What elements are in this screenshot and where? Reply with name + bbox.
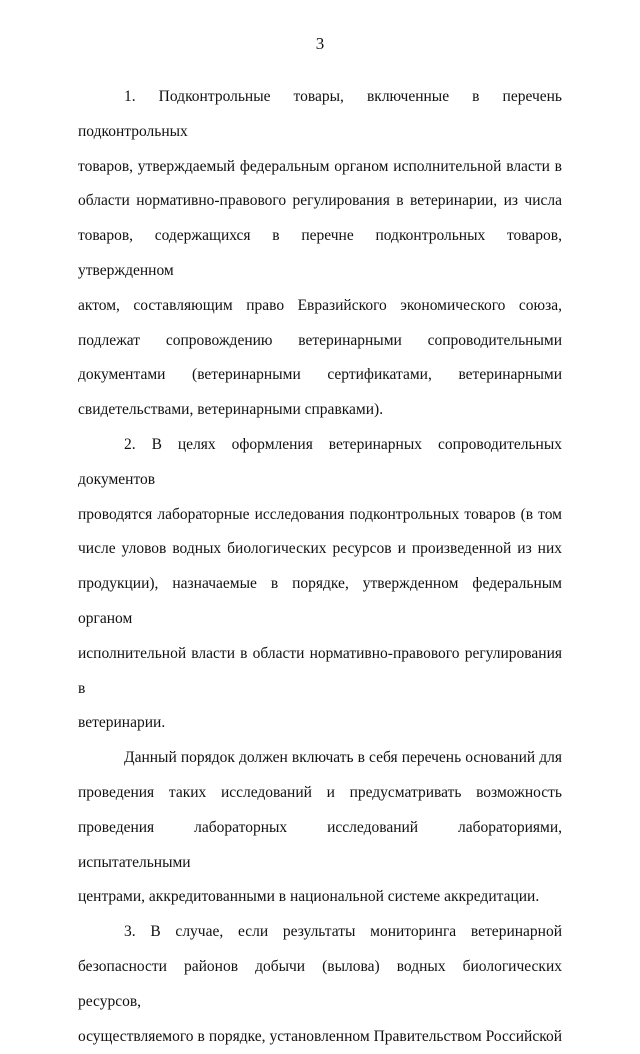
page-number: 3 <box>315 34 325 53</box>
text-line: безопасности районов добычи (вылова) водных биологических ресурсов, <box>78 957 562 1010</box>
paragraph-3 <box>78 741 562 915</box>
text-line: подлежат сопровождению ветеринарными сопроводительными <box>78 331 562 349</box>
text-line: 2. В целях оформления ветеринарных сопроводительных документов <box>78 435 562 488</box>
paragraph-1 <box>78 80 562 428</box>
text-line: центрами, аккредитованными в национальной системе аккредитации. <box>78 888 540 906</box>
text-line: 1. Подконтрольные товары, включенные в перечень подконтрольных <box>78 88 562 140</box>
text-line: Данный порядок должен включать в себя перечень оснований для <box>124 749 562 767</box>
paragraph-4 <box>78 915 562 1054</box>
text-line: осуществляемого в порядке, установленном Правительством Российской <box>78 1027 562 1045</box>
text-line: ветеринарии. <box>78 714 166 732</box>
text-line: числе уловов водных биологических ресурсов и произведенной из них <box>78 540 562 558</box>
text-line: исполнительной власти в области нормативно-правового регулирования в <box>78 644 562 697</box>
text-line: товаров, содержащихся в перечне подконтрольных товаров, утвержденном <box>78 227 562 279</box>
text-line: проводятся лабораторные исследования подконтрольных товаров (в том <box>78 505 562 523</box>
text-line: области нормативно-правового регулирования в ветеринарии, из числа <box>78 192 562 210</box>
paragraph-2 <box>78 428 562 741</box>
text-line: товаров, утверждаемый федеральным органом исполнительной власти в <box>78 157 562 175</box>
text-line: актом, составляющим право Евразийского экономического союза, <box>78 296 562 314</box>
text-line: проведения лабораторных исследований лабораториями, испытательными <box>78 818 562 871</box>
text-line: проведения таких исследований и предусматривать возможность <box>78 783 562 801</box>
text-line: документами (ветеринарными сертификатами, ветеринарными <box>78 366 562 384</box>
text-line: продукции), назначаемые в порядке, утвержденном федеральным органом <box>78 575 562 627</box>
text-line: свидетельствами, ветеринарными справками). <box>78 401 384 419</box>
text-line: 3. В случае, если результаты мониторинга ветеринарной <box>124 923 562 941</box>
document-body <box>78 80 562 1054</box>
